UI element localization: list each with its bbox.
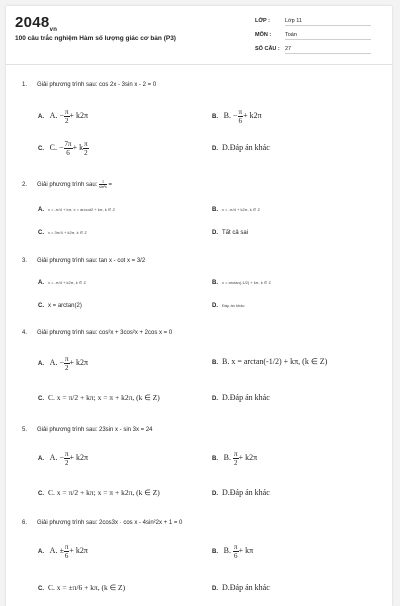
question-4: 4. Giải phương trình sau: cos²x + 3cos²x + 2cos x = 0 — [22, 330, 173, 336]
meta-class: LỚP : Lớp 11 — [255, 18, 375, 26]
q5-option-d[interactable]: D. D.Đáp án khác — [212, 488, 270, 497]
q3-option-d[interactable]: D. Đáp án khác — [212, 303, 245, 309]
q5-option-b[interactable]: B. B. $\frac{\pi}{2}$ + k2π — [212, 450, 258, 467]
page-title: 100 câu trắc nghiệm Hàm số lượng giác cơ bản (P3) — [15, 35, 176, 42]
q2-option-d[interactable]: D. Tất cả sai — [212, 230, 249, 236]
q2-option-a[interactable]: A. x = -π/4 + kπ, x = arccot2 + kπ, k ∈ Z — [38, 207, 115, 213]
q4-option-b[interactable]: B. B. x = arctan(-1/2) + kπ, (k ∈ Z) — [212, 357, 328, 366]
q2-option-b[interactable]: B. x = -π/4 + k2π, k ∈ Z — [212, 207, 260, 213]
q4-option-a[interactable]: A. A. − $\frac{\pi}{2}$ + k2π — [38, 355, 89, 372]
q5-option-c[interactable]: C. C. x = π/2 + kπ; x = π + k2π, (k ∈ Z) — [38, 488, 160, 497]
meta-count: SỐ CÂU : 27 — [255, 46, 375, 54]
question-1: 1. Giải phương trình sau: cos 2x - 3sin x - 2 = 0 — [22, 82, 157, 88]
question-2: 2. Giải phương trình sau: $\frac{1}{\text{sin²x}}$ = — [22, 179, 113, 189]
q6-option-a[interactable]: A. A. ± $\frac{\pi}{6}$ + k2π — [38, 543, 88, 560]
q6-option-d[interactable]: D. D.Đáp án khác — [212, 583, 270, 592]
q2-option-c[interactable]: C. x = 3π/4 + k2π, k ∈ Z — [38, 230, 87, 236]
meta-subject: MÔN : Toán — [255, 32, 375, 40]
q1-option-b[interactable]: B. B. − $\frac{\pi}{6}$ + k2π — [212, 108, 262, 125]
question-6: 6. Giải phương trình sau: 2cos3x · cos x - 4sin²2x + 1 = 0 — [22, 520, 183, 526]
q6-option-c[interactable]: C. C. x = ±π/6 + kπ, (k ∈ Z) — [38, 583, 126, 592]
q1-option-d[interactable]: D. D.Đáp án khác — [212, 143, 270, 152]
q1-option-a[interactable]: A. A. − $\frac{\pi}{2}$ + k2π — [38, 108, 89, 125]
q5-option-a[interactable]: A. A. − $\frac{\pi}{2}$ + k2π — [38, 450, 89, 467]
q1-option-c[interactable]: C. C. − $\frac{7\pi}{6}$ + k $\frac{\pi}{2}$ — [38, 140, 88, 157]
q6-option-b[interactable]: B. B. $\frac{\pi}{6}$ + kπ — [212, 543, 254, 560]
header-divider — [6, 64, 392, 65]
question-3: 3. Giải phương trình sau: tan x - cot x = 3/2 — [22, 258, 146, 264]
q4-option-c[interactable]: C. C. x = π/2 + kπ; x = π + k2π, (k ∈ Z) — [38, 393, 160, 402]
q3-option-b[interactable]: B. x = arctan(-1/2) + kπ, k ∈ Z — [212, 280, 271, 286]
site-logo[interactable]: $2048_{vn}$ — [15, 14, 58, 33]
q4-option-d[interactable]: D. D.Đáp án khác — [212, 393, 270, 402]
q3-option-a[interactable]: A. x = -π/4 + k2π, k ∈ Z — [38, 280, 86, 286]
question-5: 5. Giải phương trình sau: 23sin x - sin 3x = 24 — [22, 427, 153, 433]
q3-option-c[interactable]: C. x = arctan(2) — [38, 303, 82, 309]
